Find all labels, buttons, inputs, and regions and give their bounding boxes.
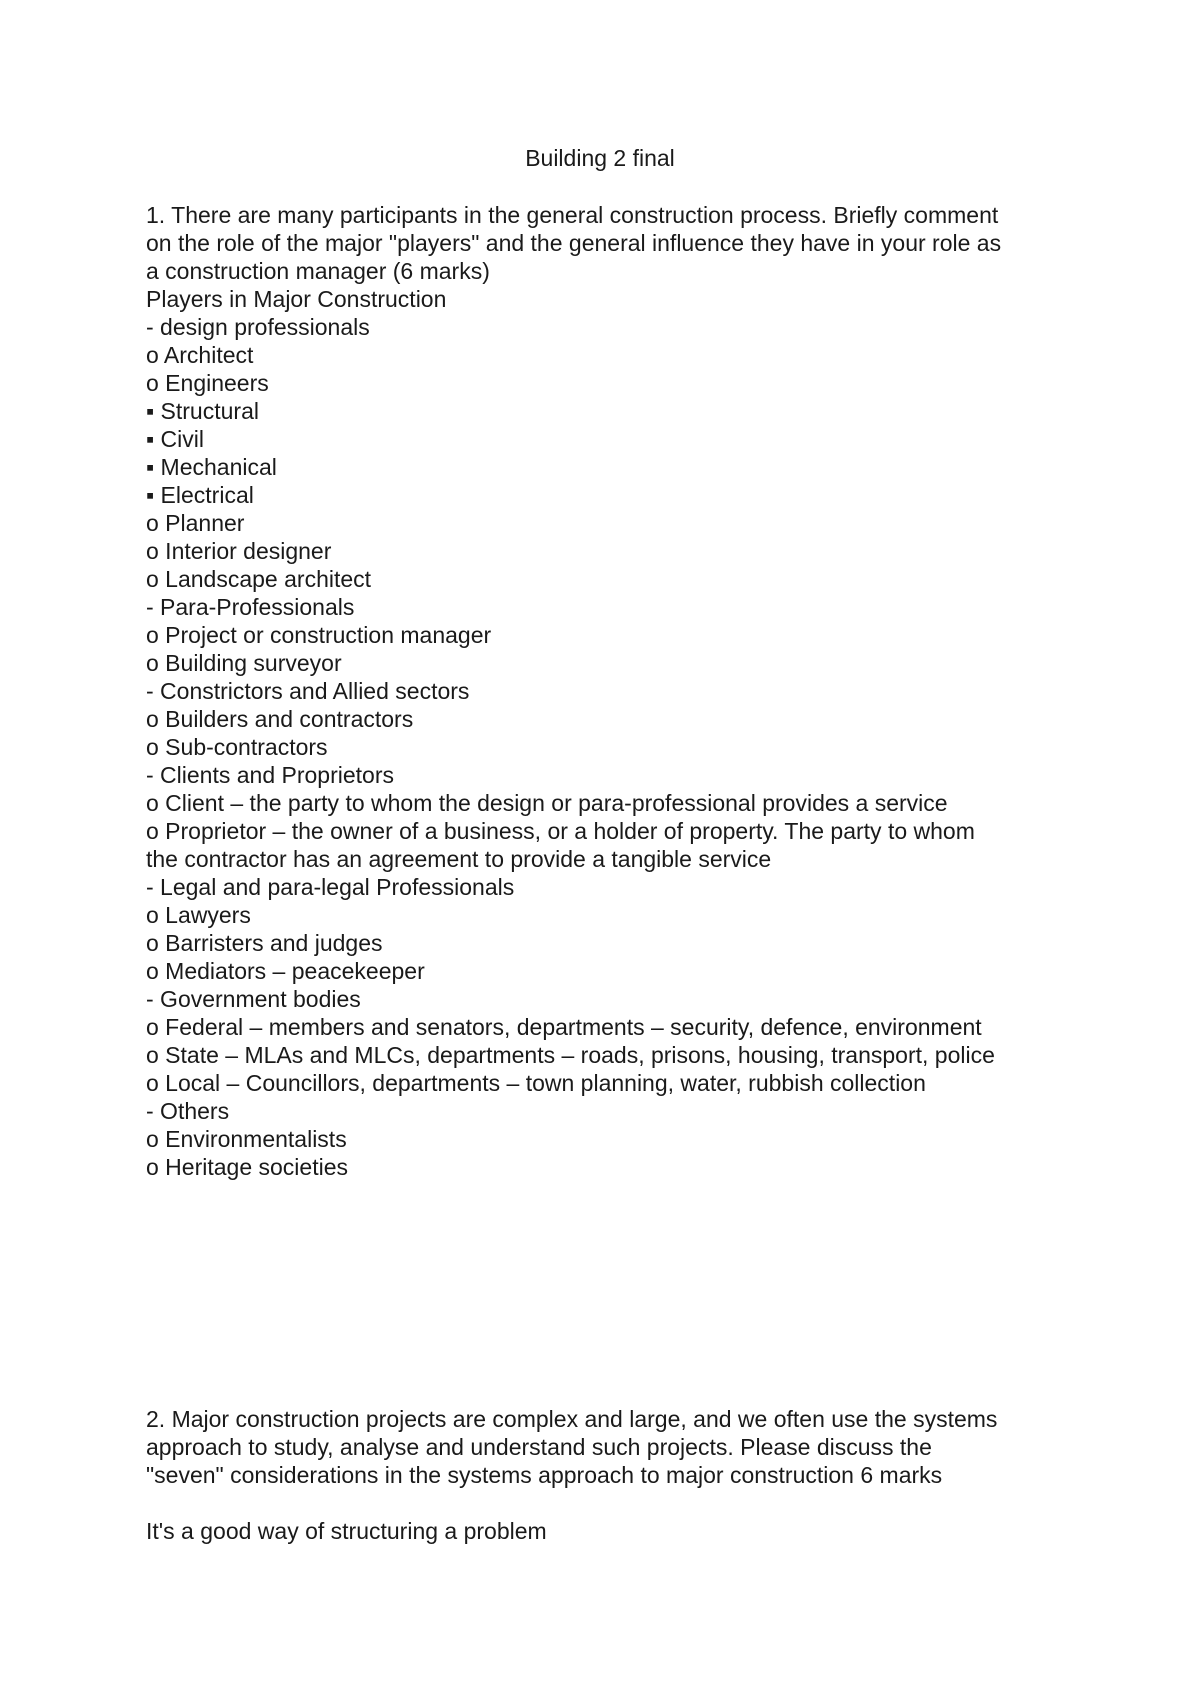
answer-line: - Constrictors and Allied sectors (146, 678, 470, 704)
question-2-answer (146, 1517, 1066, 1545)
answer-line: o Builders and contractors (146, 706, 414, 732)
question-1-prompt-line: 1. There are many participants in the general construction process. Briefly comment (146, 202, 999, 228)
answer-line: o Landscape architect (146, 566, 372, 592)
answer-line: o Architect (146, 342, 254, 368)
answer-line: o Environmentalists (146, 1126, 347, 1152)
answer-line: the contractor has an agreement to provide a tangible service (146, 846, 772, 872)
answer-line: o Building surveyor (146, 650, 342, 676)
document-title: Building 2 final (525, 145, 675, 171)
question-2-prompt-line: "seven" considerations in the systems approach to major construction 6 marks (146, 1462, 943, 1488)
question-1-prompt-line: a construction manager (6 marks) (146, 258, 490, 284)
answer-line: Players in Major Construction (146, 286, 447, 312)
answer-line: o Project or construction manager (146, 622, 492, 648)
question-1-prompt-line: on the role of the major "players" and the general influence they have in your role as (146, 230, 1002, 256)
answer-line: o Barristers and judges (146, 930, 383, 956)
answer-line: o Federal – members and senators, departments – security, defence, environment (146, 1014, 982, 1040)
answer-line: - Para-Professionals (146, 594, 355, 620)
answer-line: o Mediators – peacekeeper (146, 958, 425, 984)
question-2 (146, 1405, 1066, 1489)
answer-line: - Legal and para-legal Professionals (146, 874, 515, 900)
answer-line: o Interior designer (146, 538, 332, 564)
answer-line: ▪ Structural (146, 398, 259, 424)
answer-line: o Engineers (146, 370, 269, 396)
answer-line: o Sub-contractors (146, 734, 328, 760)
answer-line: o Proprietor – the owner of a business, or a holder of property. The party to whom (146, 818, 975, 844)
answer-line: ▪ Mechanical (146, 454, 277, 480)
answer-line: - design professionals (146, 314, 370, 340)
answer-line: - Others (146, 1098, 230, 1124)
answer-line: o State – MLAs and MLCs, departments – roads, prisons, housing, transport, police (146, 1042, 995, 1068)
answer-line: o Lawyers (146, 902, 251, 928)
answer-line: It's a good way of structuring a problem (146, 1518, 547, 1544)
answer-line: ▪ Civil (146, 426, 204, 452)
answer-line: - Government bodies (146, 986, 361, 1012)
question-2-prompt-line: 2. Major construction projects are complex and large, and we often use the systems (146, 1406, 998, 1432)
answer-line: o Heritage societies (146, 1154, 348, 1180)
answer-line: - Clients and Proprietors (146, 762, 394, 788)
question-2-prompt-line: approach to study, analyse and understand such projects. Please discuss the (146, 1434, 932, 1460)
answer-line: o Planner (146, 510, 245, 536)
question-1 (146, 201, 1066, 1181)
answer-line: o Local – Councillors, departments – town planning, water, rubbish collection (146, 1070, 926, 1096)
answer-line: o Client – the party to whom the design or para-professional provides a service (146, 790, 948, 816)
answer-line: ▪ Electrical (146, 482, 254, 508)
